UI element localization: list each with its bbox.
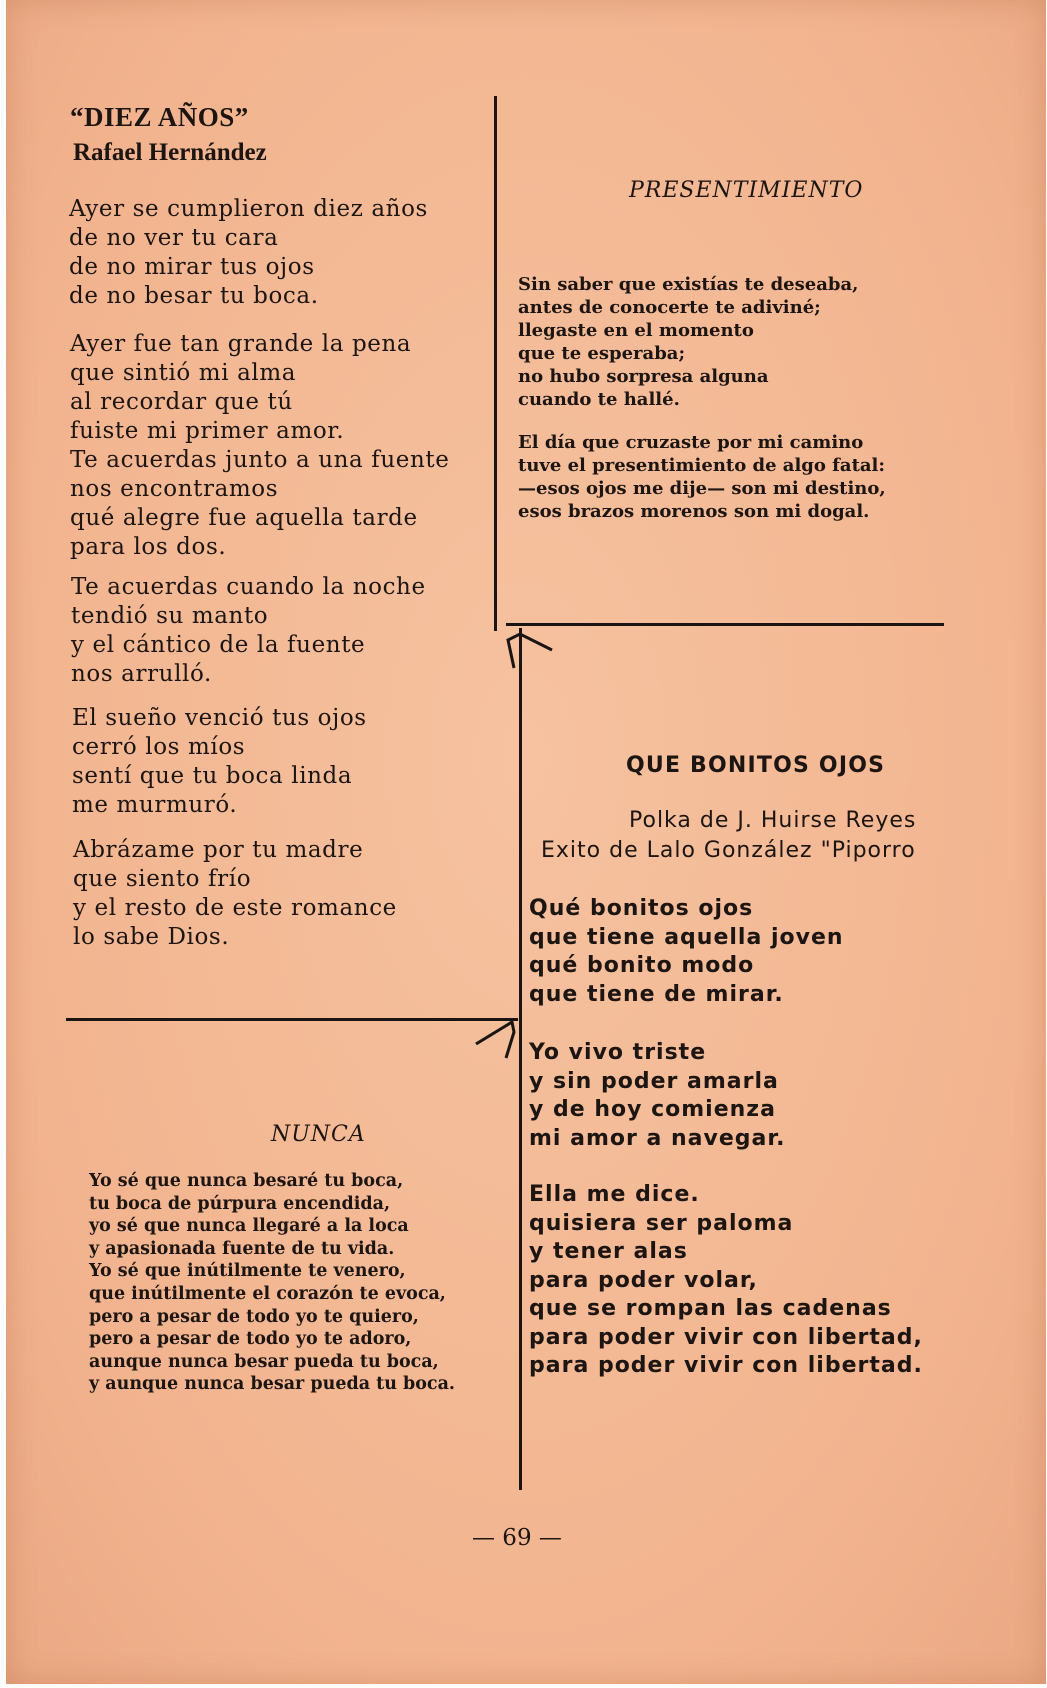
verse-line: Te acuerdas cuando la noche [71, 574, 426, 600]
verse-line: no hubo sorpresa alguna [518, 366, 769, 387]
verse-line: esos brazos morenos son mi dogal. [518, 501, 870, 522]
verse-line: nos arrulló. [71, 661, 212, 687]
verse-line: qué bonito modo [529, 953, 755, 978]
verse-line: El sueño venció tus ojos [72, 705, 367, 731]
verse-line: yo sé que nunca llegaré a la loca [89, 1216, 409, 1237]
verse-line: Ayer se cumplieron diez años [69, 196, 428, 222]
verse-line: Yo sé que inútilmente te venero, [89, 1261, 406, 1282]
poem-credit: Polka de J. Huirse Reyes [629, 808, 917, 833]
stanza [71, 573, 426, 689]
stanza [69, 195, 428, 311]
vertical-rule-upper [494, 96, 497, 631]
verse-line: Sin saber que existías te deseaba, [518, 274, 859, 295]
verse-line: aunque nunca besar pueda tu boca, [89, 1351, 439, 1372]
verse-line: que sintió mi alma [70, 360, 297, 386]
verse-line: antes de conocerte te adiviné; [518, 297, 821, 318]
poem-title-diez-anos: “DIEZ AÑOS” [70, 102, 249, 132]
corner-flourish-upper [506, 628, 556, 673]
poem-author: Rafael Hernández [73, 139, 267, 166]
corner-flourish-lower [472, 1018, 522, 1063]
verse-line: cuando te hallé. [518, 389, 680, 410]
verse-line: para poder vivir con libertad, [529, 1324, 923, 1350]
stanza [70, 330, 449, 562]
verse-line: nos encontramos [70, 476, 279, 502]
stanza [529, 895, 844, 1009]
verse-line: para los dos. [70, 534, 227, 560]
verse-line: lo sabe Dios. [73, 924, 230, 950]
stanza [518, 273, 858, 411]
verse-line: cerró los míos [72, 734, 246, 760]
verse-line: para poder vivir con libertad. [529, 1353, 923, 1378]
verse-line: y apasionada fuente de tu vida. [89, 1238, 395, 1259]
verse-line: qué alegre fue aquella tarde [70, 505, 418, 531]
verse-line: Abrázame por tu madre [73, 837, 364, 863]
stanza [518, 431, 886, 523]
verse-line: pero a pesar de todo yo te quiero, [89, 1306, 419, 1327]
stanza [529, 1039, 785, 1153]
book-page [6, 0, 1046, 1684]
horizontal-rule-left [66, 1018, 518, 1021]
verse-line: que siento frío [73, 866, 252, 892]
verse-line: sentí que tu boca linda [72, 763, 353, 789]
stanza [72, 704, 367, 820]
verse-line: me murmuró. [72, 792, 238, 818]
verse-line: quisiera ser paloma [529, 1210, 794, 1236]
verse-line: Ella me dice. [529, 1182, 700, 1207]
verse-line: y tener alas [529, 1239, 688, 1264]
verse-line: que se rompan las cadenas [529, 1296, 892, 1321]
poem-title-presentimiento: PRESENTIMIENTO [629, 178, 864, 203]
verse-line: Te acuerdas junto a una fuente [70, 447, 450, 473]
verse-line: llegaste en el momento [518, 320, 754, 341]
verse-line: Yo sé que nunca besaré tu boca, [89, 1171, 404, 1191]
poem-credit: Exito de Lalo González "Piporro [541, 838, 916, 863]
verse-line: al recordar que tú [70, 389, 293, 415]
stanza [73, 836, 397, 952]
verse-line: que tiene aquella joven [529, 924, 844, 950]
verse-line: tuve el presentimiento de algo fatal: [518, 455, 886, 476]
verse-line: que tiene de mirar. [529, 981, 784, 1007]
verse-line: pero a pesar de todo yo te adoro, [89, 1329, 412, 1350]
verse-line: de no mirar tus ojos [69, 254, 315, 280]
verse-line: Ayer fue tan grande la pena [70, 331, 412, 357]
verse-line: Qué bonitos ojos [529, 896, 754, 921]
verse-line: y el resto de este romance [73, 895, 397, 921]
verse-line: y sin poder amarla [529, 1068, 779, 1094]
page-number: — 69 — [472, 1525, 562, 1551]
poem-title-nunca: NUNCA [271, 1122, 366, 1147]
poem-title-que-bonitos-ojos: QUE BONITOS OJOS [626, 753, 886, 778]
verse-line: para poder volar, [529, 1267, 758, 1293]
verse-line: El día que cruzaste por mi camino [518, 432, 864, 453]
verse-line: que te esperaba; [518, 343, 686, 364]
stanza [529, 1181, 923, 1381]
verse-line: de no ver tu cara [69, 225, 279, 251]
verse-line: —esos ojos me dije— son mi destino, [518, 478, 886, 499]
verse-line: fuiste mi primer amor. [70, 418, 345, 444]
stanza [89, 1170, 455, 1396]
horizontal-rule-right [506, 623, 944, 626]
verse-line: y el cántico de la fuente [71, 632, 366, 658]
verse-line: tendió su manto [71, 603, 269, 629]
verse-line: tu boca de púrpura encendida, [89, 1193, 391, 1214]
verse-line: de no besar tu boca. [69, 283, 319, 309]
verse-line: y aunque nunca besar pueda tu boca. [89, 1374, 456, 1395]
verse-line: que inútilmente el corazón te evoca, [89, 1283, 446, 1304]
verse-line: Yo vivo triste [529, 1040, 707, 1065]
verse-line: mi amor a navegar. [529, 1125, 786, 1151]
verse-line: y de hoy comienza [529, 1097, 776, 1122]
